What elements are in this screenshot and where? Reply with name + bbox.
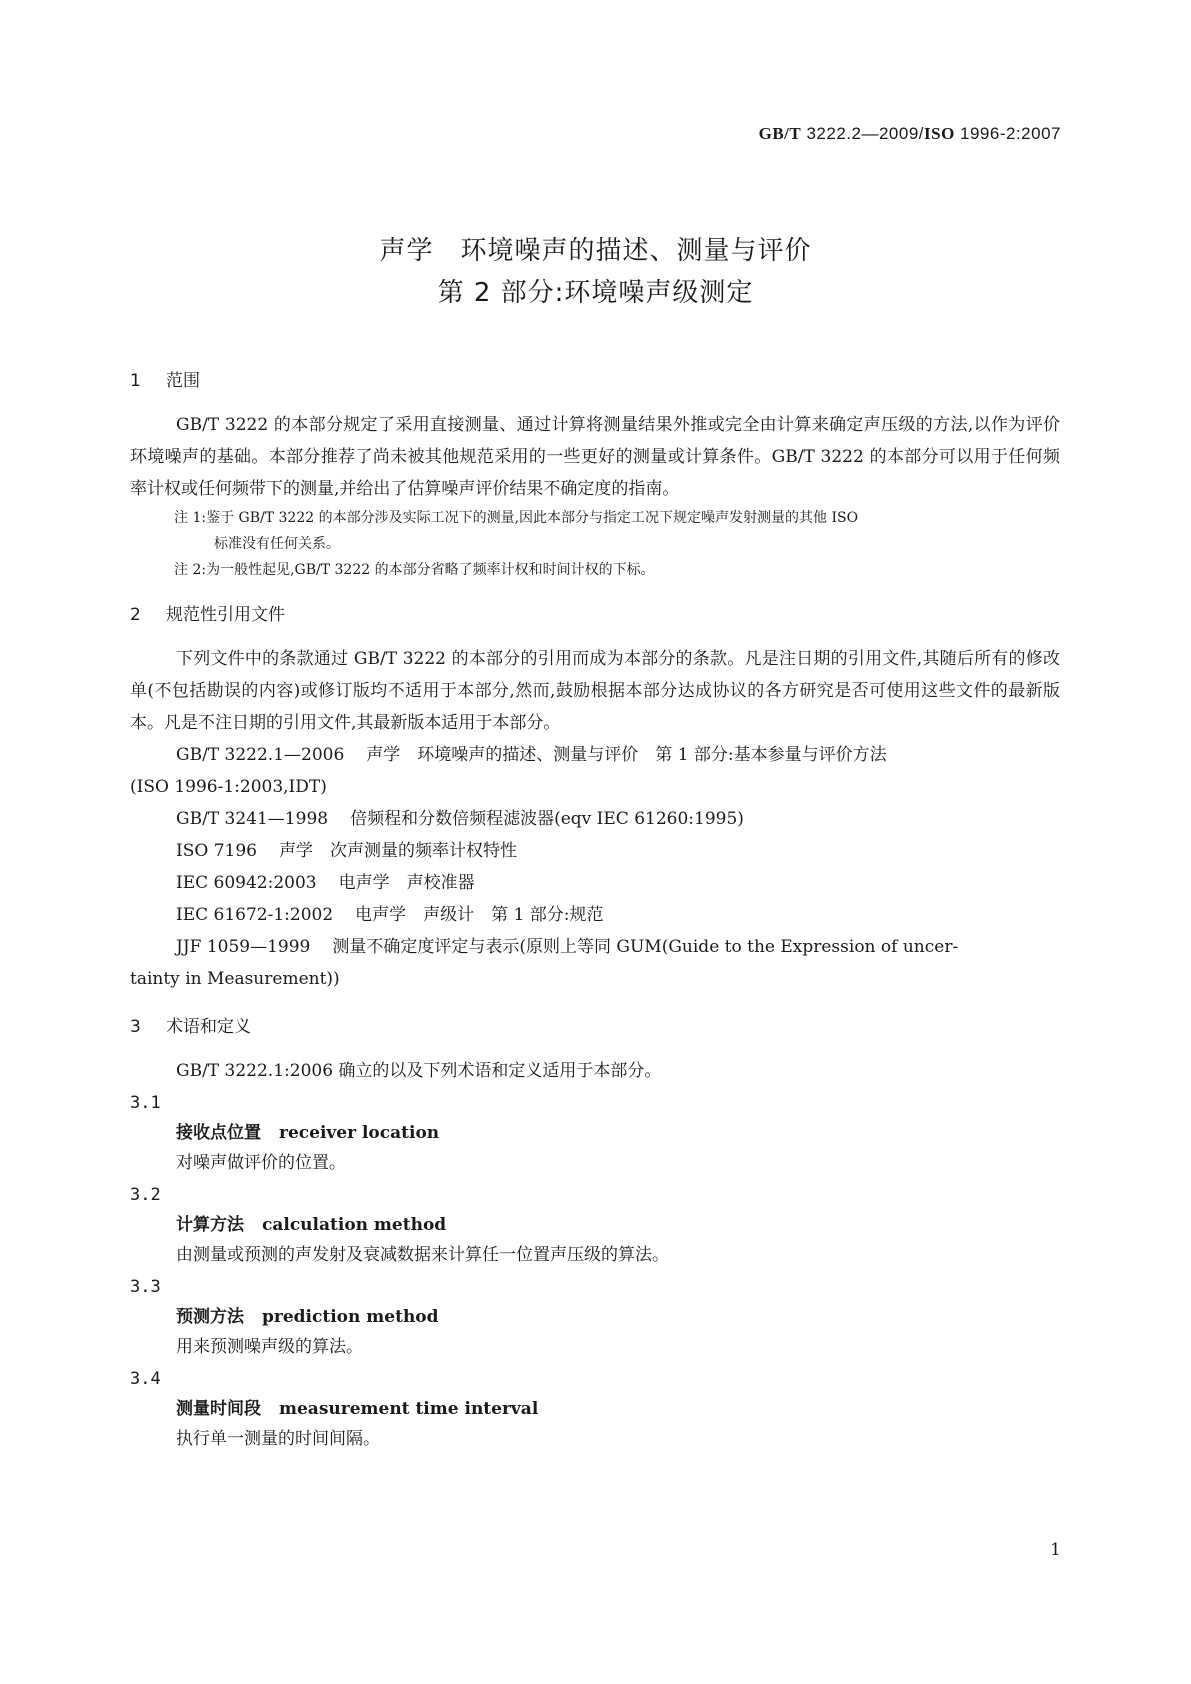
term-entry — [130, 1271, 1060, 1363]
references-paragraph: 下列文件中的条款通过 GB/T 3222 的本部分的引用而成为本部分的条款。凡是注日期的引用文件,其随后所有的修改单(不包括勘误的内容)或修订版均不适用于本部分,然而,鼓励根据本部分达成协议的各方研究是否可使用这些文件的最新版本。凡是不注日期的引用文件,其最新版本适用于本部分。 — [130, 649, 1060, 733]
term-heading — [130, 1301, 1060, 1331]
term-zh: 测量时间段 — [176, 1399, 261, 1419]
term-number: 3.3 — [130, 1277, 161, 1297]
reference-title: 声学 环境噪声的描述、测量与评价 第 1 部分:基本参量与评价方法 — [366, 745, 887, 765]
reference-item — [130, 899, 1060, 931]
term-entry — [130, 1363, 1060, 1455]
standard-code-iso: ISO — [924, 124, 955, 143]
note-text: 鉴于 GB/T 3222 的本部分涉及实际工况下的测量,因此本部分与指定工况下规定噪声发射测量的其他 ISO — [206, 510, 859, 526]
term-zh: 接收点位置 — [176, 1123, 261, 1143]
note-label: 注 1: — [174, 510, 207, 526]
reference-title: 声学 次声测量的频率计权特性 — [278, 841, 517, 861]
term-en: receiver location — [279, 1123, 440, 1143]
section-number: 2 — [130, 605, 141, 625]
reference-title: 倍频程和分数倍频程滤波器(eqv IEC 61260:1995) — [350, 809, 744, 829]
note-1 — [130, 505, 1060, 531]
section-title: 规范性引用文件 — [166, 605, 285, 625]
document-title-line2: 第 2 部分:环境噪声级测定 — [437, 278, 754, 308]
term-en: calculation method — [262, 1215, 447, 1235]
term-entry — [130, 1179, 1060, 1271]
reference-code: GB/T 3222.1—2006 — [176, 745, 345, 765]
reference-item — [130, 931, 1060, 995]
reference-code: IEC 60942:2003 — [176, 873, 317, 893]
reference-item — [130, 803, 1060, 835]
reference-continuation: tainty in Measurement)) — [130, 969, 340, 989]
term-zh: 预测方法 — [176, 1307, 244, 1327]
term-definition: 对噪声做评价的位置。 — [176, 1153, 346, 1173]
document-body — [130, 365, 1060, 1455]
term-number: 3.2 — [130, 1185, 161, 1205]
section-heading-normative-references — [130, 599, 1060, 631]
term-en: measurement time interval — [279, 1399, 539, 1419]
standard-code-gbt: GB/T — [758, 124, 802, 143]
standard-code-number: 3222.2—2009/ — [801, 124, 924, 143]
reference-code: JJF 1059—1999 — [176, 937, 311, 957]
reference-code: GB/T 3241—1998 — [176, 809, 329, 829]
reference-title: 测量不确定度评定与表示(原则上等同 GUM(Guide to the Expression of uncer- — [332, 937, 959, 957]
term-definition: 执行单一测量的时间间隔。 — [176, 1429, 380, 1449]
section-title: 术语和定义 — [166, 1017, 251, 1037]
term-number: 3.1 — [130, 1093, 161, 1113]
reference-item — [130, 739, 1060, 803]
reference-code: ISO 7196 — [176, 841, 257, 861]
term-number: 3.4 — [130, 1369, 161, 1389]
section-title: 范围 — [166, 371, 200, 391]
page-number: 1 — [1050, 1540, 1061, 1560]
section-heading-terms — [130, 1011, 1060, 1043]
reference-code: IEC 61672-1:2002 — [176, 905, 334, 925]
reference-title: 电声学 声校准器 — [338, 873, 475, 893]
standard-code-iso-number: 1996-2:2007 — [954, 124, 1061, 143]
term-entry — [130, 1087, 1060, 1179]
document-title-line1: 声学 环境噪声的描述、测量与评价 — [379, 236, 812, 266]
reference-title: 电声学 声级计 第 1 部分:规范 — [355, 905, 604, 925]
note-1-continuation: 标准没有任何关系。 — [214, 536, 340, 552]
section-number: 3 — [130, 1017, 141, 1037]
section-number: 1 — [130, 371, 141, 391]
term-heading — [130, 1209, 1060, 1239]
reference-item — [130, 835, 1060, 867]
note-text: 为一般性起见,GB/T 3222 的本部分省略了频率计权和时间计权的下标。 — [206, 562, 655, 578]
term-definition: 用来预测噪声级的算法。 — [176, 1337, 363, 1357]
term-en: prediction method — [262, 1307, 439, 1327]
scope-paragraph: GB/T 3222 的本部分规定了采用直接测量、通过计算将测量结果外推或完全由计算来确定声压级的方法,以作为评价环境噪声的基础。本部分推荐了尚未被其他规范采用的一些更好的测量或计算条件。GB/T 3222 的本部分可以用于任何频率计权或任何频带下的测量,并给出了估算噪声评价结果不确定度的指南。 — [130, 415, 1060, 499]
terms-paragraph: GB/T 3222.1:2006 确立的以及下列术语和定义适用于本部分。 — [176, 1061, 662, 1081]
standard-code — [759, 124, 1061, 144]
note-label: 注 2: — [174, 562, 207, 578]
term-definition: 由测量或预测的声发射及衰减数据来计算任一位置声压级的算法。 — [176, 1245, 669, 1265]
term-heading — [130, 1117, 1060, 1147]
reference-continuation: (ISO 1996-1:2003,IDT) — [130, 777, 327, 797]
term-heading — [130, 1393, 1060, 1423]
section-heading-scope — [130, 365, 1060, 397]
reference-item — [130, 867, 1060, 899]
term-zh: 计算方法 — [176, 1215, 244, 1235]
note-2 — [130, 557, 1060, 583]
